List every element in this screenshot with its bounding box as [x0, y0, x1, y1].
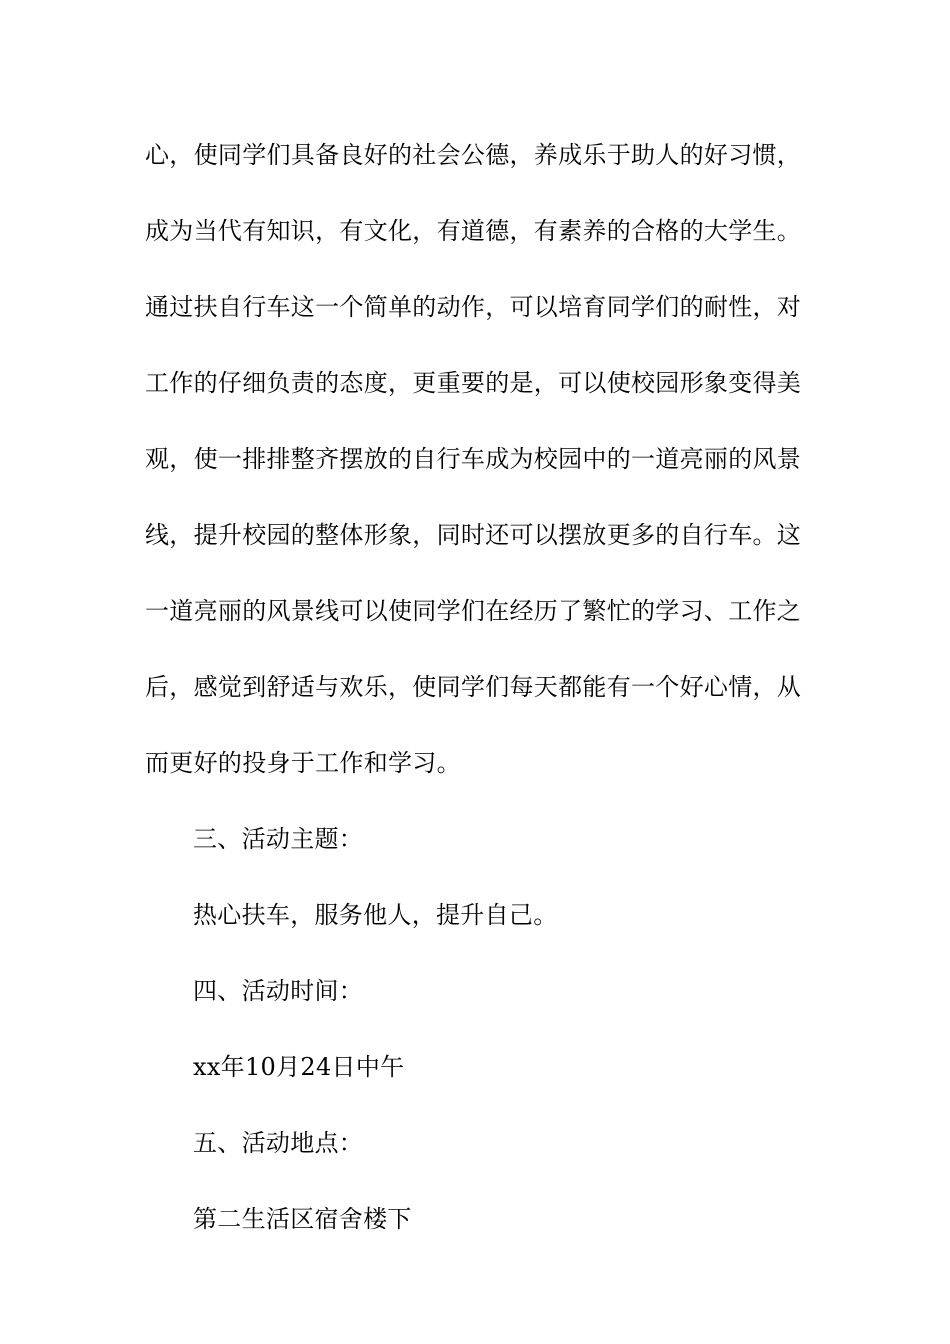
- paragraph-line: 而更好的投身于工作和学习。: [145, 749, 461, 777]
- section-heading-location: 五、活动地点：: [193, 1129, 364, 1157]
- section-content-time: xx年10月24日中午: [193, 1053, 405, 1081]
- section-content-theme: 热心扶车，服务他人，提升自己。: [193, 901, 558, 929]
- paragraph-line: 通过扶自行车这一个简单的动作，可以培育同学们的耐性，对: [145, 293, 802, 321]
- section-heading-time: 四、活动时间：: [193, 977, 364, 1005]
- paragraph-line: 观，使一排排整齐摆放的自行车成为校园中的一道亮丽的风景: [145, 445, 802, 473]
- paragraph-line: 线，提升校园的整体形象，同时还可以摆放更多的自行车。这: [145, 521, 802, 549]
- paragraph-line: 工作的仔细负责的态度，更重要的是，可以使校园形象变得美: [145, 369, 802, 397]
- paragraph-line: 心，使同学们具备良好的社会公德，养成乐于助人的好习惯，: [145, 141, 802, 169]
- paragraph-line: 成为当代有知识，有文化，有道德，有素养的合格的大学生。: [145, 217, 802, 245]
- paragraph-line: 后，感觉到舒适与欢乐，使同学们每天都能有一个好心情，从: [145, 673, 802, 701]
- section-heading-theme: 三、活动主题：: [193, 825, 364, 853]
- section-content-location: 第二生活区宿舍楼下: [193, 1205, 412, 1233]
- paragraph-line: 一道亮丽的风景线可以使同学们在经历了繁忙的学习、工作之: [145, 597, 802, 625]
